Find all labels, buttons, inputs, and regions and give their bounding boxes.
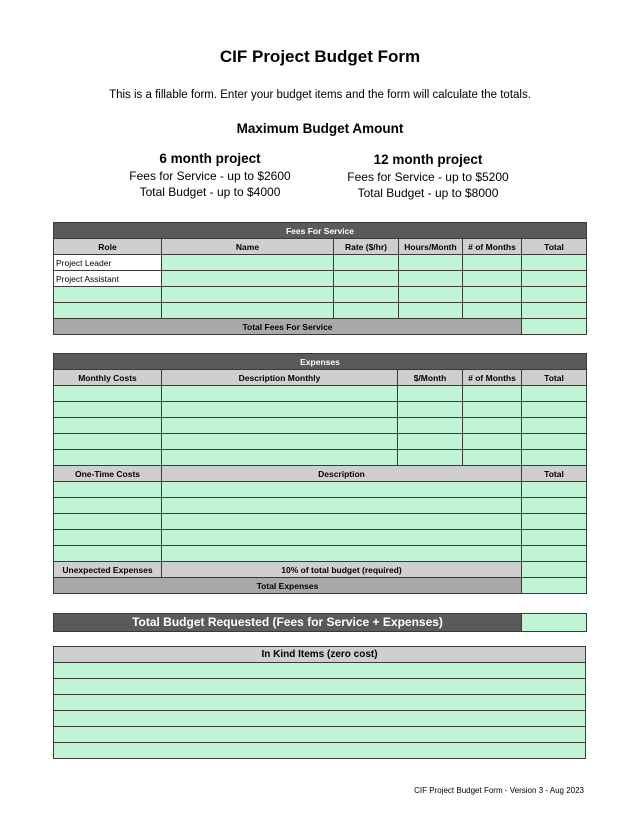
description-field[interactable] [162, 482, 522, 498]
per-month-field[interactable] [398, 402, 463, 418]
table-row [54, 727, 586, 743]
total-field[interactable] [522, 402, 587, 418]
total-field[interactable] [522, 514, 587, 530]
col-per-month: $/Month [398, 370, 463, 386]
one-time-cost-field[interactable] [54, 514, 162, 530]
table-row [54, 743, 586, 759]
table-row [54, 482, 587, 498]
in-kind-field[interactable] [54, 743, 586, 759]
months-field[interactable] [463, 450, 522, 466]
total-fees-field[interactable] [522, 319, 587, 335]
col-rate: Rate ($/hr) [334, 239, 399, 255]
one-time-cost-field[interactable] [54, 546, 162, 562]
role-field[interactable] [54, 303, 162, 319]
total-field[interactable] [522, 530, 587, 546]
col-monthly-costs: Monthly Costs [54, 370, 162, 386]
total-field[interactable] [522, 450, 587, 466]
in-kind-field[interactable] [54, 663, 586, 679]
hours-field[interactable] [399, 255, 463, 271]
total-field[interactable] [522, 386, 587, 402]
page-title: CIF Project Budget Form [219, 47, 421, 66]
footer-text: CIF Project Budget Form - Version 3 - Aug 2023 [414, 786, 584, 795]
name-field[interactable] [162, 287, 334, 303]
total-expenses-field[interactable] [522, 578, 587, 594]
per-month-field[interactable] [398, 450, 463, 466]
col-num-months: # of Months [463, 239, 522, 255]
months-field[interactable] [463, 418, 522, 434]
name-field[interactable] [162, 271, 334, 287]
per-month-field[interactable] [398, 434, 463, 450]
unexpected-total-field[interactable] [522, 562, 587, 578]
project-6-month-block [120, 150, 300, 200]
in-kind-field[interactable] [54, 711, 586, 727]
col-description-monthly: Description Monthly [162, 370, 398, 386]
max-budget-heading: Maximum Budget Amount [236, 121, 404, 136]
description-field[interactable] [162, 402, 398, 418]
table-row [54, 418, 587, 434]
table-row [54, 386, 587, 402]
table-row [54, 255, 587, 271]
intro-text: This is a fillable form. Enter your budget items and the form will calculate the totals. [109, 89, 531, 101]
table-row [54, 287, 587, 303]
col-name: Name [162, 239, 334, 255]
expenses-section-title: Expenses [54, 354, 587, 370]
months-field[interactable] [463, 287, 522, 303]
per-month-field[interactable] [398, 418, 463, 434]
table-row [54, 530, 587, 546]
description-field[interactable] [162, 498, 522, 514]
in-kind-field[interactable] [54, 679, 586, 695]
hours-field[interactable] [399, 287, 463, 303]
project-12-fees: Fees for Service - up to $5200 [347, 170, 509, 184]
hours-field[interactable] [399, 271, 463, 287]
total-field[interactable] [522, 271, 587, 287]
project-6-fees: Fees for Service - up to $2600 [129, 169, 291, 183]
rate-field[interactable] [334, 271, 399, 287]
col-one-time-costs: One-Time Costs [54, 466, 162, 482]
table-row [54, 711, 586, 727]
project-12-total: Total Budget - up to $8000 [357, 186, 499, 200]
total-budget-field[interactable] [521, 613, 587, 632]
table-row [54, 434, 587, 450]
col-role: Role [54, 239, 162, 255]
col-num-months: # of Months [463, 370, 522, 386]
table-row [54, 303, 587, 319]
in-kind-table [53, 646, 586, 759]
monthly-cost-field[interactable] [54, 402, 162, 418]
total-fees-label: Total Fees For Service [54, 319, 522, 335]
table-row [54, 402, 587, 418]
table-row [54, 271, 587, 287]
table-row [54, 663, 586, 679]
fees-section-title: Fees For Service [54, 223, 587, 239]
months-field[interactable] [463, 402, 522, 418]
total-expenses-label: Total Expenses [54, 578, 522, 594]
one-time-cost-field[interactable] [54, 530, 162, 546]
total-field[interactable] [522, 546, 587, 562]
project-6-heading: 6 month project [159, 151, 261, 166]
total-budget-label: Total Budget Requested (Fees for Service + Expenses) [53, 613, 522, 632]
description-field[interactable] [162, 530, 522, 546]
description-field[interactable] [162, 514, 522, 530]
total-field[interactable] [522, 303, 587, 319]
monthly-cost-field[interactable] [54, 450, 162, 466]
months-field[interactable] [463, 271, 522, 287]
description-field[interactable] [162, 386, 398, 402]
months-field[interactable] [463, 255, 522, 271]
monthly-cost-field[interactable] [54, 418, 162, 434]
in-kind-title: In Kind Items (zero cost) [54, 647, 586, 663]
rate-field[interactable] [334, 255, 399, 271]
total-field[interactable] [522, 498, 587, 514]
project-12-heading: 12 month project [373, 152, 483, 167]
months-field[interactable] [463, 434, 522, 450]
description-field[interactable] [162, 418, 398, 434]
monthly-cost-field[interactable] [54, 434, 162, 450]
total-field[interactable] [522, 255, 587, 271]
table-row [54, 450, 587, 466]
expenses-table [53, 353, 587, 594]
monthly-cost-field[interactable] [54, 386, 162, 402]
per-month-field[interactable] [398, 386, 463, 402]
months-field[interactable] [463, 386, 522, 402]
table-row [54, 679, 586, 695]
col-hours-month: Hours/Month [399, 239, 463, 255]
rate-field[interactable] [334, 287, 399, 303]
project-6-total: Total Budget - up to $4000 [139, 185, 281, 199]
col-total: Total [522, 466, 587, 482]
table-row [54, 514, 587, 530]
rate-field[interactable] [334, 303, 399, 319]
table-row [54, 498, 587, 514]
months-field[interactable] [463, 303, 522, 319]
in-kind-field[interactable] [54, 727, 586, 743]
role-field[interactable] [54, 287, 162, 303]
total-field[interactable] [522, 418, 587, 434]
role-cell: Project Assistant [54, 271, 162, 287]
project-12-month-block [338, 151, 518, 201]
total-field[interactable] [522, 434, 587, 450]
one-time-cost-field[interactable] [54, 482, 162, 498]
total-field[interactable] [522, 287, 587, 303]
name-field[interactable] [162, 303, 334, 319]
description-field[interactable] [162, 434, 398, 450]
col-description: Description [162, 466, 522, 482]
hours-field[interactable] [399, 303, 463, 319]
col-total: Total [522, 239, 587, 255]
total-field[interactable] [522, 482, 587, 498]
table-row [54, 546, 587, 562]
unexpected-expenses-label: Unexpected Expenses [54, 562, 162, 578]
description-field[interactable] [162, 450, 398, 466]
unexpected-expenses-desc: 10% of total budget (required) [162, 562, 522, 578]
fees-for-service-table [53, 222, 587, 335]
table-row [54, 695, 586, 711]
description-field[interactable] [162, 546, 522, 562]
role-cell: Project Leader [54, 255, 162, 271]
in-kind-field[interactable] [54, 695, 586, 711]
name-field[interactable] [162, 255, 334, 271]
col-total: Total [522, 370, 587, 386]
one-time-cost-field[interactable] [54, 498, 162, 514]
